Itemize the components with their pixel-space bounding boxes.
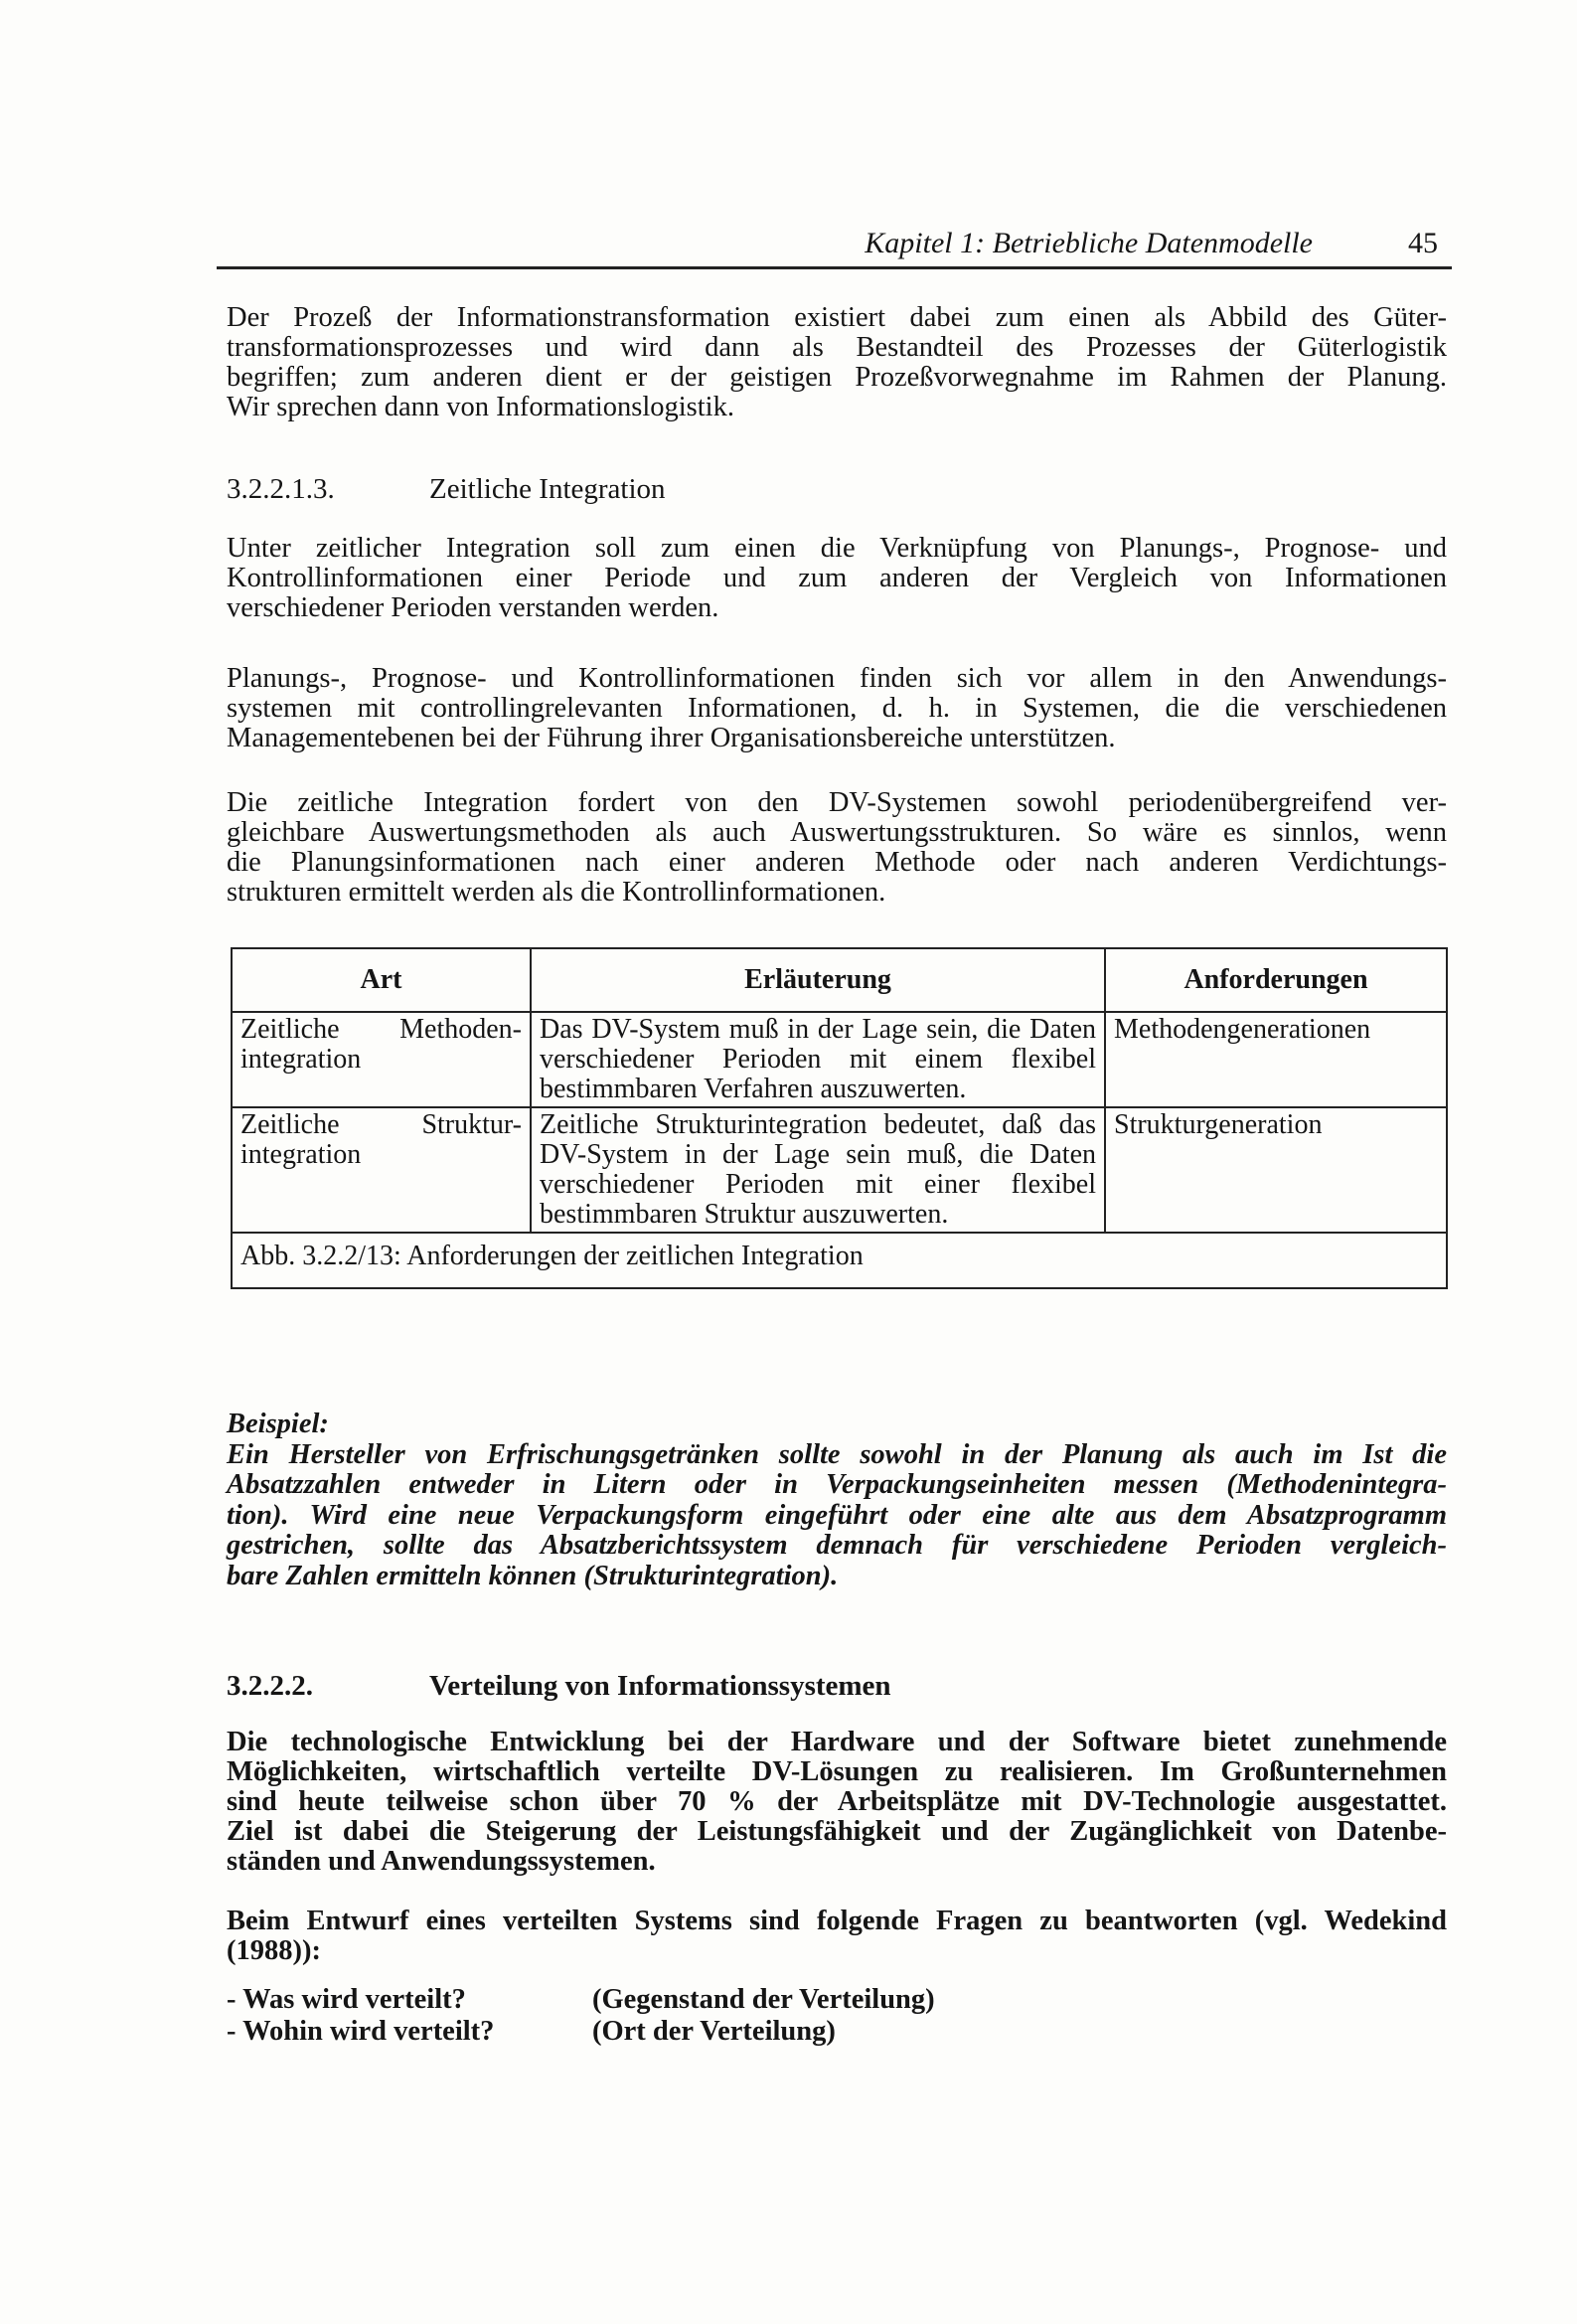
text-line: verschiedener Perioden verstanden werden. (227, 592, 719, 623)
cell-art: Zeitliche Methoden-integration (232, 1012, 531, 1107)
question-note: (Gegenstand der Verteilung) (592, 1984, 935, 2015)
cell-anforderungen: Methodengenerationen (1105, 1012, 1447, 1107)
question: - Wohin wird verteilt? (227, 2016, 495, 2047)
cell-art: Zeitliche Struktur-integration (232, 1107, 531, 1233)
paragraph (227, 1728, 1447, 1877)
paragraph (227, 664, 1447, 753)
figure-caption: Abb. 3.2.2/13: Anforderungen der zeitlichen Integration (232, 1233, 1447, 1288)
list-item (227, 1984, 935, 2016)
text-line: die Planungsinformationen nach einer anderen Methode oder nach anderen Verdichtungs- (227, 847, 1447, 878)
text-line: Der Prozeß der Informationstransformation existiert dabei zum einen als Abbild des Güter- (227, 302, 1447, 333)
text-line: Planungs-, Prognose- und Kontrollinformationen finden sich vor allem in den Anwendungs- (227, 663, 1447, 694)
text-line: Ein Hersteller von Erfrischungsgetränken sollte sowohl in der Planung als auch im Ist die (227, 1438, 1447, 1470)
text-line: Wir sprechen dann von Informationslogistik. (227, 392, 734, 422)
example-block (227, 1410, 1447, 1591)
page-header (217, 221, 1452, 269)
text-line: ständen und Anwendungssystemen. (227, 1846, 656, 1877)
text-line: Ziel ist dabei die Steigerung der Leistungsfähigkeit und der Zugänglichkeit von Datenbe- (227, 1816, 1447, 1847)
question-note: (Ort der Verteilung) (592, 2016, 836, 2047)
text-line: Managementebenen bei der Führung ihrer Organisationsbereiche unterstützen. (227, 723, 1116, 753)
text-line: Unter zeitlicher Integration soll zum einen die Verknüpfung von Planungs-, Prognose- und (227, 533, 1447, 564)
cell-anforderungen: Strukturgeneration (1105, 1107, 1447, 1233)
example-label: Beispiel: (227, 1409, 329, 1439)
table-row (232, 1012, 1447, 1107)
table-header-row (232, 948, 1447, 1012)
text-line: gleichbare Auswertungsmethoden als auch Auswertungsstrukturen. So wäre es sinnlos, wenn (227, 817, 1447, 848)
text-line: begriffen; zum anderen dient er der geistigen Prozeßvorwegnahme im Rahmen der Planung. (227, 362, 1447, 393)
column-header-erlaeuterung: Erläuterung (531, 948, 1105, 1012)
section-number: 3.2.2.1.3. (227, 473, 335, 505)
text-line: sind heute teilweise schon über 70 % der Arbeitsplätze mit DV-Technologie ausgestattet. (227, 1786, 1447, 1817)
text-line: gestrichen, sollte das Absatzberichtssystem demnach für verschiedene Perioden vergleich- (227, 1530, 1447, 1561)
column-header-anforderungen: Anforderungen (1105, 948, 1447, 1012)
table-caption-row (232, 1233, 1447, 1288)
text-line: bare Zahlen ermitteln können (Strukturintegration). (227, 1560, 839, 1591)
paragraph (227, 534, 1447, 623)
table-row (232, 1107, 1447, 1233)
intro-paragraph (227, 303, 1447, 422)
requirements-table (231, 947, 1448, 1289)
text-line: systemen mit controllingrelevanten Informationen, d. h. in Systemen, die die verschiedenen (227, 693, 1447, 724)
text-line: Die zeitliche Integration fordert von den DV-Systemen sowohl periodenübergreifend ver- (227, 787, 1447, 818)
paragraph (227, 1907, 1447, 1966)
cell-erlaeuterung: Zeitliche Strukturintegration bedeutet, daß das DV-System in der Lage sein muß, die Daten verschiedener Perioden mit einer flexibel bestimmbaren Struktur auszuwerten. (531, 1107, 1105, 1233)
list-item (227, 2016, 935, 2048)
text-line: Kontrollinformationen einer Periode und zum anderen der Vergleich von Informationen (227, 563, 1447, 593)
section-title: Zeitliche Integration (429, 473, 666, 505)
column-header-art: Art (232, 948, 531, 1012)
text-line: Absatzzahlen entweder in Litern oder in Verpackungseinheiten messen (Methodenintegra- (227, 1469, 1447, 1500)
chapter-title: Kapitel 1: Betriebliche Datenmodelle (865, 227, 1313, 259)
text-line: Möglichkeiten, wirtschaftlich verteilte DV-Lösungen zu realisieren. Im Großunternehmen (227, 1756, 1447, 1787)
section-title: Verteilung von Informationssystemen (429, 1670, 891, 1702)
text-line: transformationsprozesses und wird dann als Bestandteil des Prozesses der Güterlogistik (227, 332, 1447, 363)
paragraph (227, 788, 1447, 908)
text-line: strukturen ermittelt werden als die Kontrollinformationen. (227, 877, 886, 908)
text-line: Beim Entwurf eines verteilten Systems sind folgende Fragen zu beantworten (vgl. Wedekind (227, 1906, 1447, 1936)
page-number: 45 (1408, 227, 1438, 259)
text-line: tion). Wird eine neue Verpackungsform eingeführt oder eine alte aus dem Absatzprogramm (227, 1499, 1447, 1531)
question: - Was wird verteilt? (227, 1984, 466, 2015)
text-line: Die technologische Entwicklung bei der Hardware und der Software bietet zunehmende (227, 1727, 1447, 1757)
cell-erlaeuterung: Das DV-System muß in der Lage sein, die Daten verschiedener Perioden mit einem flexibel bestimmbaren Verfahren auszuwerten. (531, 1012, 1105, 1107)
text-line: (1988)): (227, 1935, 321, 1966)
question-list (227, 1984, 935, 2048)
section-number: 3.2.2.2. (227, 1670, 313, 1702)
